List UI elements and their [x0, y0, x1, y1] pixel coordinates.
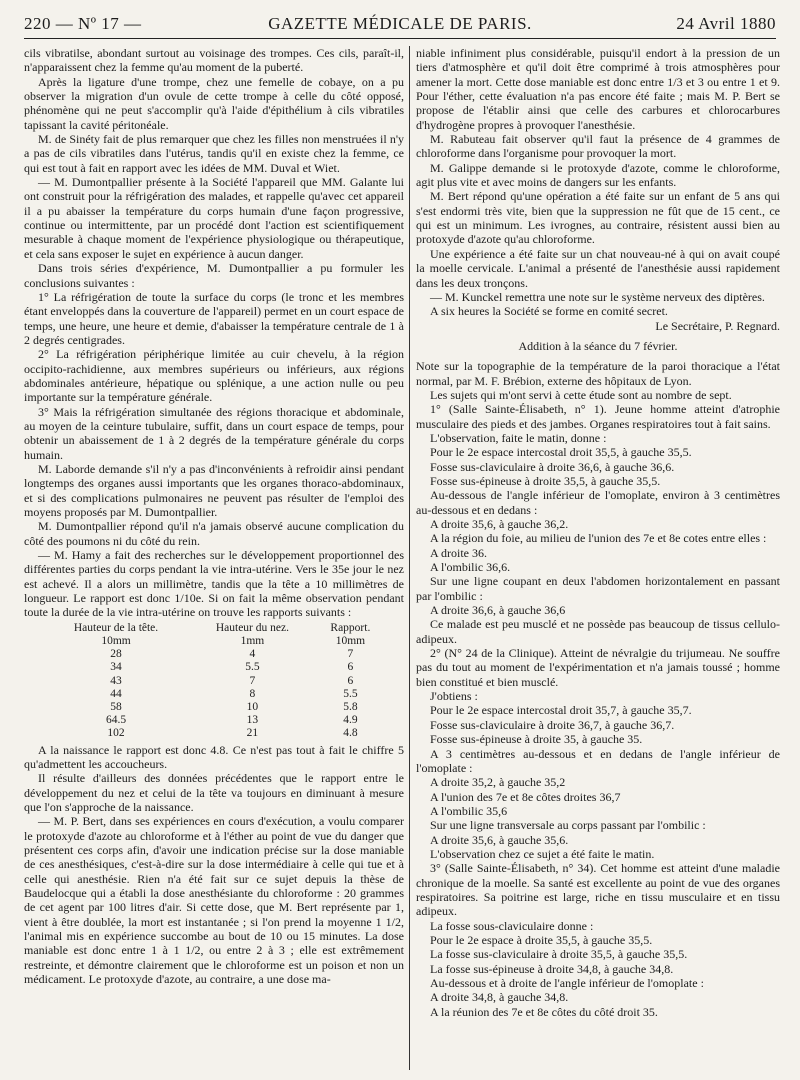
- ratio-table-cell: 1mm: [240, 634, 265, 647]
- ratio-table-cell: 6: [347, 674, 354, 687]
- ratio-table-cell: 64.5: [105, 714, 127, 727]
- ratio-table-cell: 4.8: [343, 727, 358, 740]
- paragraph: M. Galippe demande si le protoxyde d'azote, comme le chloroforme, agit plus vite et avec moins de dangers sur les enfants.: [416, 160, 780, 190]
- paragraph: 2° (N° 24 de la Clinique). Atteint de névralgie du trijumeau. Ne souffre pas du tout au moment de l'expérimentation et n'a jamais toussé ; homme bien constitué et bien musclé.: [416, 646, 780, 689]
- paragraph: M. Rabuteau fait observer qu'il faut la présence de 4 grammes de chloroforme dans l'organisme pour provoquer la mort.: [416, 132, 780, 161]
- paragraph: Note sur la topographie de la température de la paroi thoracique a l'état normal, par M. F. Brébion, externe des hôpitaux de Lyon.: [416, 359, 780, 388]
- paragraph: A droite 36,6, à gauche 36,6: [430, 603, 566, 618]
- journal-title: GAZETTE MÉDICALE DE PARIS.: [268, 14, 532, 33]
- paragraph: M. Laborde demande s'il n'y a pas d'inconvénients à refroidir ainsi pendant longtemps des organes aussi importants que les organes thoraco-abdominaux, et si des complications pulmonaires ne peuvent pas résulter de l'emploi des moyens proposés par M. Dumontpallier.: [24, 461, 404, 519]
- paragraph: L'observation, faite le matin, donne :: [430, 430, 607, 445]
- paragraph: Fosse sus-épineuse à droite 35,5, à gauche 35,5.: [430, 473, 661, 488]
- ratio-table-cell: 102: [107, 727, 125, 740]
- left-column-text: [24, 46, 404, 620]
- ratio-table-header-cell: Hauteur du nez.: [215, 621, 289, 634]
- ratio-table: [43, 622, 385, 741]
- ratio-table-row: [43, 661, 385, 674]
- paragraph: Sur une ligne transversale au corps passant par l'ombilic :: [430, 818, 706, 833]
- paragraph: — M. Hamy a fait des recherches sur le développement proportionnel des différentes parties du corps pendant la vie intra-utérine. Vers le 35e jour le nez est achevé. Il a alors un millimètre, tandis que la tête a 10 millimètres de longueur. Le rapport est donc 1/10e. Si on fait la même observation pendant toute la durée de la vie intra-utérine on trouve les rapports suivants :: [24, 548, 404, 620]
- ratio-table-cell: 44: [110, 687, 122, 700]
- paragraph: M. Dumontpallier répond qu'il n'a jamais observé aucune complication du côté des poumons ni du côté du rein.: [24, 519, 404, 548]
- paragraph: A droite 34,8, à gauche 34,8.: [430, 990, 569, 1005]
- paragraph: Ce malade est peu musclé et ne possède pas beaucoup de tissus cellulo-adipeux.: [416, 617, 780, 646]
- ratio-table-row: [43, 727, 385, 740]
- paragraph: La fosse sus-claviculaire à droite 35,5, à gauche 35,5.: [430, 947, 688, 962]
- paragraph: Le Secrétaire, P. Regnard.: [655, 318, 780, 333]
- ratio-table-cell: 6: [347, 661, 354, 674]
- paragraph: Addition à la séance du 7 février.: [518, 338, 678, 353]
- paragraph: Pour le 2e espace intercostal droit 35,7, à gauche 35,7.: [430, 703, 692, 718]
- paragraph: cils vibratilse, abondant surtout au voisinage des trompes. Ces cils, paraît-il, n'apparaissent chez la femme qu'au moment de la puberté.: [24, 46, 404, 75]
- paragraph: Au-dessous et à droite de l'angle inférieur de l'omoplate :: [430, 976, 704, 990]
- paragraph: niable infiniment plus considérable, puisqu'il endort à la pression de un tiers d'atmosphère et qu'il doit être comprimé à trois atmosphères pour amener la mort. Cette dose maniable est donc entre 1/3 et 3 ou entre 1 et 9. Pour l'éther, cette évaluation n'a pas encore été faite ; mais M. P. Bert se propose de l'établir ainsi que celle des carbures et chlorocarbures d'hydrogène propres à provoquer l'anesthésie.: [416, 46, 780, 132]
- issue-date: 24 Avril 1880: [676, 14, 776, 33]
- ratio-table-cell: 5.5: [343, 687, 358, 700]
- paragraph: 3° (Salle Sainte-Élisabeth, n° 34). Cet homme est atteint d'une maladie chronique de la moelle. Sa santé est excellente au point de vue des organes respiratoires. Sa poitrine est large, riche en tissu musculaire et en tissu adipeux.: [416, 861, 780, 919]
- paragraph: A l'union des 7e et 8e côtes droites 36,7: [430, 789, 621, 804]
- paragraph: — M. Dumontpallier présente à la Société l'appareil que MM. Galante lui ont construit pour la réfrigération des malades, et rappelle qu'avec cet appareil il a pu abaisser la température du corps humain d'une façon progressive, continue ou intermittente, par un procédé dont l'action est scientifiquement mesurable à chaque moment de l'expérience physiologique ou thérapeutique, et cela sans exposer le sujet en expérience à aucun danger.: [24, 175, 404, 261]
- paragraph: — M. Kunckel remettra une note sur le système nerveux des diptères.: [430, 289, 765, 304]
- paragraph: Les sujets qui m'ont servi à cette étude sont au nombre de sept.: [430, 387, 732, 402]
- right-column-text: [416, 46, 780, 1019]
- paragraph: Après la ligature d'une trompe, chez une femelle de cobaye, on a pu observer la migration d'un ovule de cette trompe à celle du côté opposé, phénomène qui ne peut s'accomplir qu'à l'aide d'épithélium à cils vibratiles tapissant la cavité péritonéale.: [24, 74, 404, 132]
- column-divider: [409, 46, 410, 1070]
- paragraph: L'observation chez ce sujet a été faite le matin.: [430, 846, 655, 861]
- paragraph: A droite 35,6, à gauche 36,2.: [430, 517, 569, 531]
- paragraph: Il résulte d'ailleurs des données précédentes que le rapport entre le développement du nez et celui de la tête va toujours en diminuant à mesure que l'on s'approche de la naissance.: [24, 771, 404, 814]
- ratio-table-body: [43, 635, 385, 741]
- paragraph: Une expérience a été faite sur un chat nouveau-né à qui on avait coupé la moelle cervicale. L'animal a présenté de l'anesthésie aussi rapidement dans les deux tronçons.: [416, 246, 780, 290]
- left-column: [24, 46, 404, 1072]
- ratio-table-cell: 5.5: [245, 661, 260, 674]
- paragraph: A la naissance le rapport est donc 4.8. Ce n'est pas tout à fait le chiffre 5 qu'admettent les accoucheurs.: [24, 742, 404, 771]
- ratio-table-row: [43, 648, 385, 661]
- paragraph: A la réunion des 7e et 8e côtes du côté droit 35.: [430, 1004, 658, 1019]
- paragraph: M. Bert répond qu'une opération a été faite sur un enfant de 5 ans qui s'est endormi très vite, bien que la suppression ne fût que de 15 cent., ce qui est un minimum. Les ivrognes, au contraire, résistent aussi bien au protoxyde d'azote qu'au chloroforme.: [416, 189, 780, 247]
- paragraph: A droite 35,6, à gauche 35,6.: [430, 832, 569, 847]
- ratio-table-cell: 13: [246, 714, 259, 727]
- ratio-table-header-cell: Hauteur de la tête.: [73, 621, 159, 634]
- paragraph: A droite 36.: [430, 545, 487, 560]
- right-column: [416, 46, 780, 1072]
- paragraph: Pour le 2e espace intercostal droit 35,5, à gauche 35,5.: [430, 445, 692, 460]
- ratio-table-cell: 58: [110, 700, 122, 713]
- ratio-table-row: [43, 675, 385, 688]
- ratio-table-cell: 43: [110, 674, 122, 687]
- paragraph: A l'ombilic 36,6.: [430, 560, 511, 575]
- ratio-table-cell: 4: [249, 648, 256, 661]
- ratio-table-row: [43, 714, 385, 727]
- ratio-table-header-cell: Rapport.: [330, 621, 371, 634]
- paragraph: Dans trois séries d'expérience, M. Dumontpallier a pu formuler les conclusions suivantes :: [24, 261, 404, 290]
- paragraph: A droite 35,2, à gauche 35,2: [430, 775, 566, 790]
- paragraph: Fosse sus-épineuse à droite 35, à gauche 35.: [430, 732, 643, 747]
- paragraph: J'obtiens :: [430, 689, 478, 704]
- paragraph: Pour le 2e espace à droite 35,5, à gauche 35,5.: [430, 932, 653, 947]
- paragraph: 1° La réfrigération de toute la surface du corps (le tronc et les membres étant enveloppés dans la couverture de l'appareil) permet en un court espace de temps, une heure, une heure et demie, d'abaisser la température centrale de 1 à 2 degrés centigrades.: [24, 289, 404, 347]
- ratio-table-cell: 10: [246, 700, 259, 713]
- paragraph: La fosse sous-claviculaire donne :: [430, 918, 594, 933]
- paragraph: Fosse sus-claviculaire à droite 36,6, à gauche 36,6.: [430, 459, 675, 474]
- paragraph: A la région du foie, au milieu de l'union des 7e et 8e cotes entre elles :: [430, 531, 767, 546]
- ratio-table-header: [43, 622, 385, 635]
- paragraph: Au-dessous de l'angle inférieur de l'omoplate, environ à 3 centimètres au-dessous et en dedans :: [416, 488, 780, 517]
- paragraph: Fosse sus-claviculaire à droite 36,7, à gauche 36,7.: [430, 717, 675, 732]
- ratio-table-cell: 8: [249, 687, 256, 700]
- ratio-table-cell: 10mm: [101, 634, 131, 647]
- paragraph: A six heures la Société se forme en comité secret.: [430, 304, 668, 319]
- ratio-table-row: [43, 688, 385, 701]
- page-issue-number: 220 — Nº 17 —: [24, 14, 142, 33]
- paragraph: M. de Sinéty fait de plus remarquer que chez les filles non menstruées il n'y a pas de cils vibratiles dans l'utérus, tandis qu'il en existe chez la femme, ce qui est tout à fait en rapport avec les idées de MM. Duval et Wiet.: [24, 132, 404, 175]
- ratio-table-cell: 28: [110, 648, 122, 661]
- page-header: [24, 12, 776, 39]
- paragraph: — M. P. Bert, dans ses expériences en cours d'exécution, a voulu comparer le protoxyde d'azote au chloroforme et à l'éther au point de vue du danger que présentent ces corps afin, d'avoir une indication précise sur la dose maniable de ces anesthésiques, c'est-à-dire sur la dose intermédiaire à celle qui tue et à celle qui anesthésie. Rien n'a été fait sur ce sujet depuis la thèse de Baudelocque qui a établi la dose anesthésiante du chloroforme : 20 grammes de cet agent par 100 litres d'air. Si cette dose, que M. Bert représente par 1, vient à être doublée, la mort est instantanée ; si l'on prend la moyenne 1 1/2, l'animal mis en expérience succombe au bout de 10 ou 15 minutes. La dose maniable est donc entre 1 à 1 1/2, ou entre 2 à 3 ; elle est extrêmement restreinte, et démontre clairement que le chloroforme est un poison et non un médicament. Le protoxyde d'azote, au contraire, a une dose ma-: [24, 814, 404, 987]
- left-column-text-continued: [24, 743, 404, 987]
- ratio-table-cell: 4.9: [343, 714, 358, 727]
- ratio-table-cell: 7: [347, 648, 354, 661]
- ratio-table-row: [43, 635, 385, 648]
- paragraph: A 3 centimètres au-dessous et en dedans de l'angle inférieur de l'omoplate :: [416, 746, 780, 775]
- paragraph: Sur une ligne coupant en deux l'abdomen horizontalement en passant par l'ombilic :: [416, 574, 780, 603]
- paragraph: La fosse sus-épineuse à droite 34,8, à gauche 34,8.: [430, 961, 674, 976]
- paragraph: 1° (Salle Sainte-Élisabeth, n° 1). Jeune homme atteint d'atrophie musculaire des pieds et des jambes. Organes respiratoires tout à fait sains.: [416, 402, 780, 431]
- ratio-table-cell: 10mm: [335, 634, 366, 647]
- ratio-table-cell: 34: [110, 661, 122, 674]
- ratio-table-cell: 7: [249, 674, 256, 687]
- paragraph: 2° La réfrigération périphérique limitée au cuir chevelu, à la région occipito-rachidienne, aux membres supérieurs ou inférieurs, aux régions abdominales antérieure, hépatique ou splénique, a une action nulle ou peu importante sur la température générale.: [24, 347, 404, 405]
- paragraph: A l'ombilic 35,6: [430, 803, 508, 818]
- ratio-table-cell: 21: [246, 727, 259, 740]
- ratio-table-cell: 5.8: [343, 700, 358, 713]
- ratio-table-row: [43, 701, 385, 714]
- paragraph: 3° Mais la réfrigération simultanée des régions thoracique et abdominale, au moyen de la ceinture tubulaire, suffit, dans un court espace de temps, pour obtenir un abaissement de 1 à 2 degrés de la température générale du corps humain.: [24, 404, 404, 462]
